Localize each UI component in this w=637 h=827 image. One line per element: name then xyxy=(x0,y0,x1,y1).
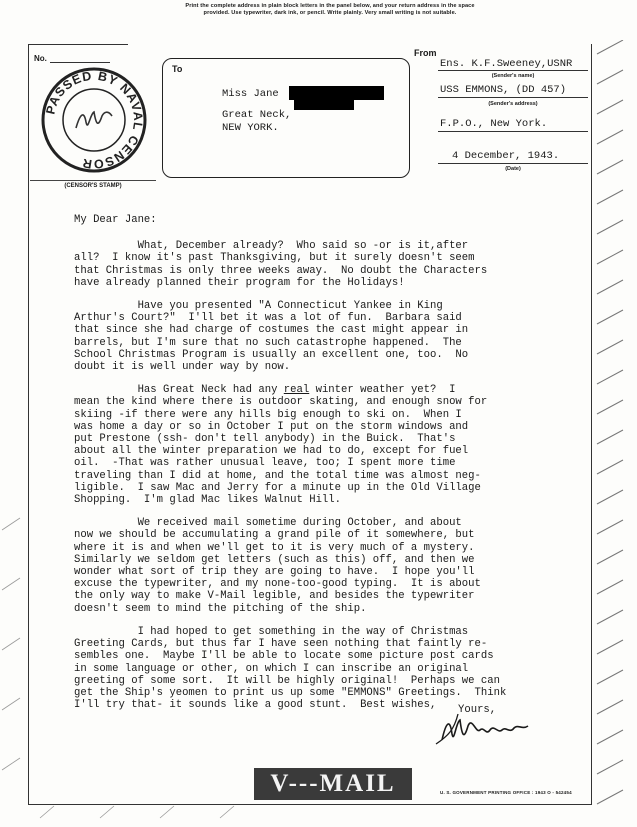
letter-date: 4 December, 1943. xyxy=(452,150,560,162)
salutation: My Dear Jane: xyxy=(74,214,157,226)
right-margin-hatching xyxy=(593,40,633,810)
sender-ship: USS EMMONS, (DD 457) xyxy=(440,84,567,96)
sender-ship-line xyxy=(438,97,588,98)
date-caption: (Date) xyxy=(505,166,521,172)
censor-stamp-caption: (CENSOR'S STAMP) xyxy=(30,180,156,189)
paragraph-3-start: Has Great Neck had any xyxy=(74,384,284,397)
redaction-bar xyxy=(289,86,384,100)
number-line xyxy=(50,62,110,63)
sender-name: Ens. K.F.Sweeney,USNR xyxy=(440,58,573,70)
sender-name-line xyxy=(438,70,588,71)
instructions-line-1: Print the complete address in plain block letters in the panel below, and your return address in the space xyxy=(185,3,475,9)
censor-stamp-text: PASSED BY NAVAL CENSOR xyxy=(43,68,146,172)
paragraph-4: We received mail sometime during October, and about now we should be accumulating a grand pile of it somewhere, but where it is and when we'll get to it is very much of a mystery. Similarly we seldom get letters (such as this) off, and then we wonder what sort of trip they are going to have. I hope you'll excuse the typewriter, and my none-too-good typing. It is about the only way to make V-Mail legible, and besides the typewriter doesn't seem to mind the pitching of the ship. xyxy=(74,517,481,615)
recipient-town: Great Neck, xyxy=(222,109,292,121)
sender-name-caption: (Sender's name) xyxy=(491,73,535,79)
recipient-name: Miss Jane xyxy=(222,88,279,100)
vmail-logo: V---MAIL xyxy=(254,768,412,800)
printing-office-imprint: U. S. GOVERNMENT PRINTING OFFICE : 1943 O - 542454 xyxy=(440,790,572,795)
underlined-word: real xyxy=(283,384,310,397)
letter-body xyxy=(74,214,574,722)
sender-address: F.P.O., New York. xyxy=(440,118,548,130)
sender-address-line xyxy=(438,131,588,132)
to-label: To xyxy=(172,64,183,74)
instructions-line-2: provided. Use typewriter, dark ink, or pencil. Write plainly. Very small writing is not suitable. xyxy=(203,10,457,16)
censor-initials xyxy=(76,112,112,128)
censor-stamp xyxy=(40,66,148,174)
recipient-state: NEW YORK. xyxy=(222,122,279,134)
date-line xyxy=(438,163,588,164)
handwritten-signature xyxy=(428,700,538,752)
paragraph-1: What, December already? Who said so -or is it,after all? I know it's past Thanksgiving, but it surely doesn't seem that Christmas is only three weeks away. No doubt the Characters have already planned their program for the Holidays! xyxy=(74,240,488,289)
paragraph-3-rest: winter weather yet? I mean the kind where there is outdoor skating, and enough snow for skiing -if there were any hills big enough to ski on. When I was home a day or so in October I put on the storm windows and put Prestone (ssh- don't tell anybody) in the Buick. That's about all the winter preparation we had to do, except for fuel oil. -That was rather unusual leave, too; I spent more time traveling than I did at home, and the total time was almost neg- ligible. I saw Mac and Jerry for a minute up in the Old Village Shopping. I'm glad Mac likes Walnut Hill. xyxy=(74,384,488,507)
paragraph-3 xyxy=(74,384,574,506)
bottom-margin-marks xyxy=(30,800,250,822)
paragraph-5: I had hoped to get something in the way of Christmas Greeting Cards, but thus far I have seen nothing that faintly re- sembles one. Maybe I'll be able to locate some picture post cards in some language or other, on which I can inscribe an original greeting of some sort. It will be highly original! Perhaps we can get the Ship's yeomen to print us up some "EMMONS" Greetings. Think I'll try that- it sounds like a good stunt. Best wishes, xyxy=(74,625,507,712)
number-label: No. xyxy=(34,54,47,63)
from-label: From xyxy=(414,48,437,58)
closing: Yours, xyxy=(458,704,497,716)
redaction-bar xyxy=(294,100,354,110)
left-margin-hatching xyxy=(0,200,26,800)
sender-address-caption: (Sender's address) xyxy=(488,101,538,107)
form-instructions xyxy=(70,3,590,17)
paragraph-2: Have you presented "A Connecticut Yankee in King Arthur's Court?" I'll bet it was a lot of fun. Barbara said that since she had charge of costumes the cast might appear in barrels, but I'm sure that no such catastrophe happened. The School Christmas Program is usually an excellent one, too. No doubt it is well under way by now. xyxy=(74,300,469,374)
